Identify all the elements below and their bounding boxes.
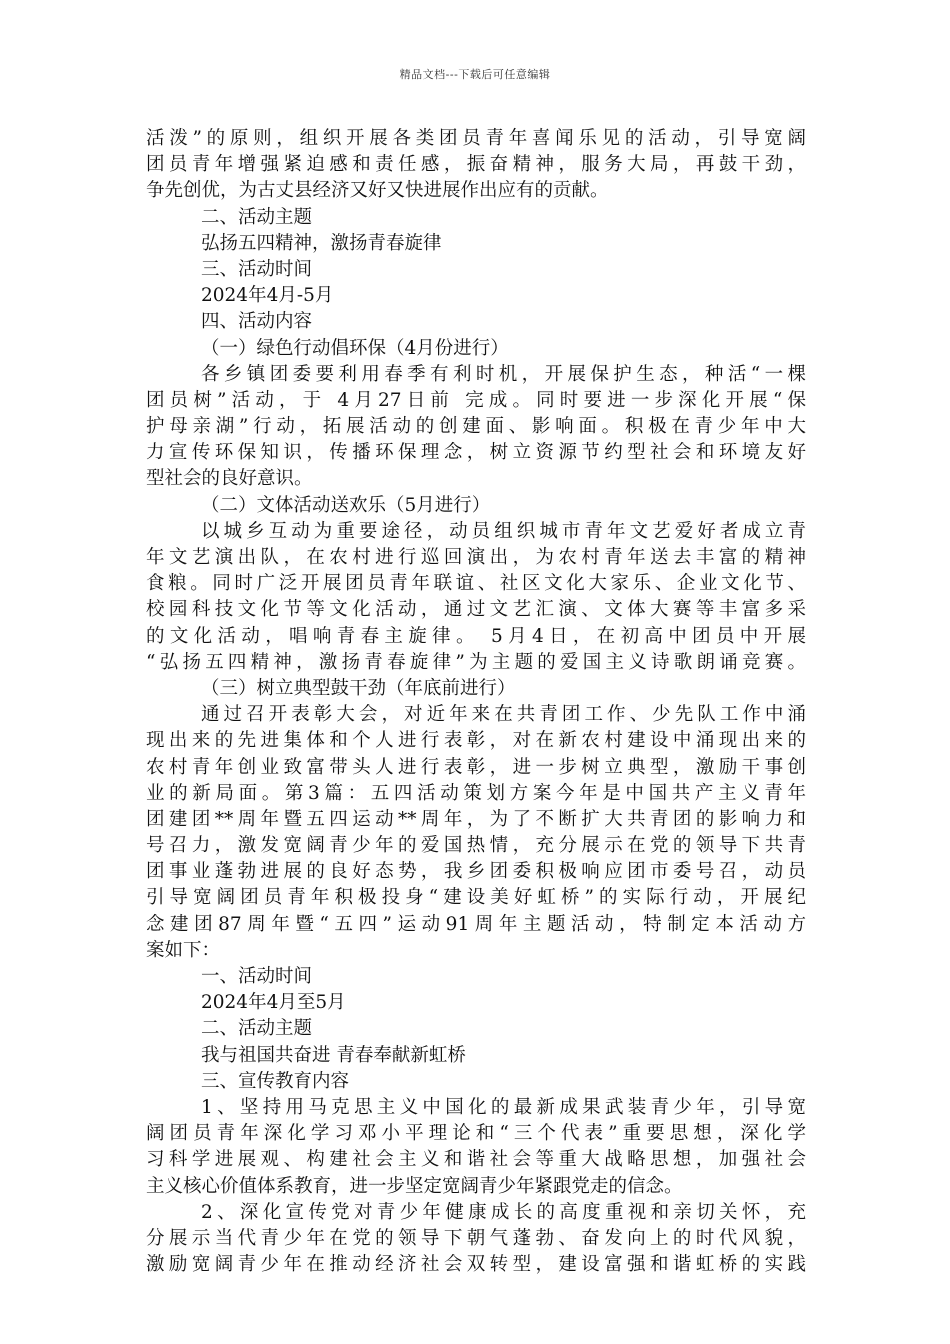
- text-line: 现出来的先进集体和个人进行表彰，对在新农村建设中涌现出来的: [146, 730, 806, 752]
- text-line: “弘扬五四精神，激扬青春旋律”为主题的爱国主义诗歌朗诵竞赛。: [146, 651, 806, 673]
- text-line: 引导宽阔团员青年积极投身“建设美好虹桥”的实际行动，开展纪: [146, 887, 806, 909]
- text-line: 团事业蓬勃进展的良好态势，我乡团委积极响应团市委号召，动员: [146, 861, 806, 883]
- text-line: 争先创优，为古丈县经济又好又快进展作出应有的贡献。: [146, 180, 609, 202]
- text-line: 一、活动时间: [201, 966, 313, 987]
- text-line: 我与祖国共奋进 青春奉献新虹桥: [201, 1044, 466, 1066]
- text-line: 团建团**周年暨五四运动**周年，为了不断扩大共青团的影响力和: [146, 808, 806, 830]
- text-line: 业的新局面。第3篇：五四活动策划方案今年是中国共产主义青年: [146, 782, 806, 804]
- text-line: 二、活动主题: [201, 206, 313, 228]
- text-line: 各乡镇团委要利用春季有利时机，开展保护生态，种活“一棵: [201, 363, 806, 385]
- text-line: 型社会的良好意识。: [146, 468, 313, 490]
- text-line: 年文艺演出队，在农村进行巡回演出，为农村青年送去丰富的精神: [146, 547, 806, 568]
- text-line: 校园科技文化节等文化活动，通过文艺汇演、文体大赛等丰富多采: [146, 599, 806, 621]
- text-line: 2024年4月-5月: [201, 285, 334, 307]
- text-line: 念建团87周年暨“五四”运动91周年主题活动，特制定本活动方: [146, 913, 806, 935]
- text-line: 激励宽阔青少年在推动经济社会双转型，建设富强和谐虹桥的实践: [146, 1254, 806, 1276]
- text-line: 团员青年增强紧迫感和责任感，振奋精神，服务大局，再鼓干劲，: [146, 154, 806, 176]
- text-line: 农村青年创业致富带头人进行表彰，进一步树立典型，激励干事创: [146, 756, 806, 778]
- text-line: 习科学进展观、构建社会主义和谐社会等重大战略思想，加强社会: [146, 1149, 806, 1171]
- text-line: 案如下：: [146, 939, 221, 961]
- text-line: 1、坚持用马克思主义中国化的最新成果武装青少年，引导宽: [201, 1096, 806, 1118]
- text-line: 食粮。同时广泛开展团员青年联谊、社区文化大家乐、企业文化节、: [146, 573, 806, 595]
- text-line: 2024年4月至5月: [201, 992, 346, 1014]
- text-line: （二）文体活动送欢乐（5月进行）: [201, 494, 491, 516]
- text-line: （三）树立典型鼓干劲（年底前进行）: [201, 677, 516, 699]
- text-line: 弘扬五四精神，激扬青春旋律: [201, 232, 442, 254]
- text-line: 号召力，激发宽阔青少年的爱国热情，充分展示在党的领导下共青: [146, 835, 806, 857]
- document-body: [146, 126, 806, 1278]
- page-header: 精品文档---下载后可任意编辑: [399, 68, 551, 81]
- text-line: 二、活动主题: [201, 1018, 313, 1040]
- text-line: 阔团员青年深化学习邓小平理论和“三个代表”重要思想，深化学: [146, 1123, 806, 1145]
- text-line: 活泼”的原则，组织开展各类团员青年喜闻乐见的活动，引导宽阔: [146, 128, 806, 149]
- text-line: 的文化活动，唱响青春主旋律。 5月4日，在初高中团员中开展: [146, 625, 806, 647]
- text-line: 通过召开表彰大会，对近年来在共青团工作、少先队工作中涌: [201, 704, 806, 726]
- text-line: （一）绿色行动倡环保（4月份进行）: [201, 337, 509, 359]
- text-line: 护母亲湖”行动，拓展活动的创建面、影响面。积极在青少年中大: [146, 416, 806, 438]
- text-line: 三、宣传教育内容: [201, 1070, 350, 1092]
- text-line: 分展示当代青少年在党的领导下朝气蓬勃、奋发向上的时代风貌，: [146, 1227, 806, 1249]
- text-line: 主义核心价值体系教育，进一步坚定宽阔青少年紧跟党走的信念。: [146, 1175, 683, 1197]
- text-line: 以城乡互动为重要途径，动员组织城市青年文艺爱好者成立青: [201, 520, 806, 542]
- text-line: 三、活动时间: [201, 258, 313, 280]
- text-line: 团员树”活动，于 4月27日前 完成。同时要进一步深化开展“保: [146, 389, 806, 411]
- text-line: 力宣传环保知识，传播环保理念，树立资源节约型社会和环境友好: [146, 442, 806, 464]
- text-line: 2、深化宣传党对青少年健康成长的高度重视和亲切关怀，充: [201, 1201, 806, 1223]
- text-line: 四、活动内容: [201, 311, 313, 333]
